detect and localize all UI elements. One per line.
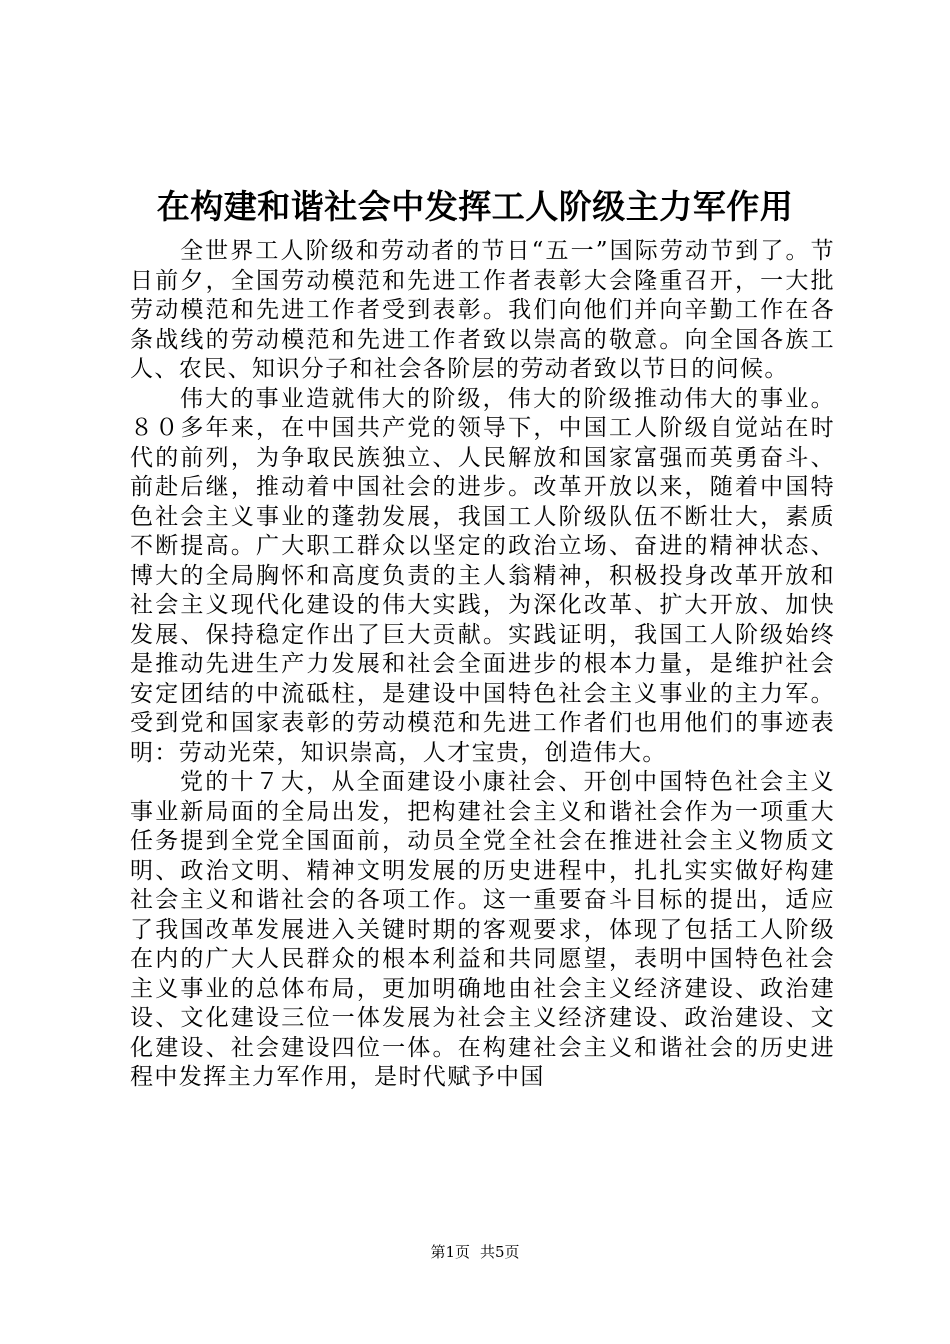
paragraph: 党的十７大，从全面建设小康社会、开创中国特色社会主义事业新局面的全局出发，把构建社会主义和谐社会作为一项重大任务提到全党全国面前，动员全党全社会在推进社会主义物质文明、政治文明、精神文明发展的历史进程中，扎扎实实做好构建社会主义和谐社会的各项工作。这一重要奋斗目标的提出，适应了我国改革发展进入关键时期的客观要求，体现了包括工人阶级在内的广大人民群众的根本利益和共同愿望，表明中国特色社会主义事业的总体布局，更加明确地由社会主义经济建设、政治建设、文化建设三位一体发展为社会主义经济建设、政治建设、文化建设、社会建设四位一体。在构建社会主义和谐社会的历史进程中发挥主力军作用，是时代赋予中国 xyxy=(130,769,835,1090)
paragraph: 伟大的事业造就伟大的阶级，伟大的阶级推动伟大的事业。８０多年来，在中国共产党的领导下，中国工人阶级自觉站在时代的前列，为争取民族独立、人民解放和国家富强而英勇奋斗、前赴后继，推动着中国社会的进步。改革开放以来，随着中国特色社会主义事业的蓬勃发展，我国工人阶级队伍不断壮大，素质不断提高。广大职工群众以坚定的政治立场、奋进的精神状态、博大的全局胸怀和高度负责的主人翁精神，积极投身改革开放和社会主义现代化建设的伟大实践，为深化改革、扩大开放、加快发展、保持稳定作出了巨大贡献。实践证明，我国工人阶级始终是推动先进生产力发展和社会全面进步的根本力量，是维护社会安定团结的中流砥柱，是建设中国特色社会主义事业的主力军。受到党和国家表彰的劳动模范和先进工作者们也用他们的事迹表明：劳动光荣，知识崇高，人才宝贵，创造伟大。 xyxy=(130,385,835,766)
paragraph: 全世界工人阶级和劳动者的节日“五一”国际劳动节到了。节日前夕，全国劳动模范和先进工作者表彰大会隆重召开，一大批劳动模范和先进工作者受到表彰。我们向他们并向辛勤工作在各条战线的劳动模范和先进工作者致以崇高的敬意。向全国各族工人、农民、知识分子和社会各阶层的劳动者致以节日的问候。 xyxy=(130,238,835,382)
document-body xyxy=(130,237,835,1093)
page-total: 共5页 xyxy=(480,1243,520,1261)
page-footer xyxy=(0,1242,950,1262)
document-title: 在构建和谐社会中发挥工人阶级主力军作用 xyxy=(156,187,794,226)
page-number: 第1页 xyxy=(430,1243,470,1261)
